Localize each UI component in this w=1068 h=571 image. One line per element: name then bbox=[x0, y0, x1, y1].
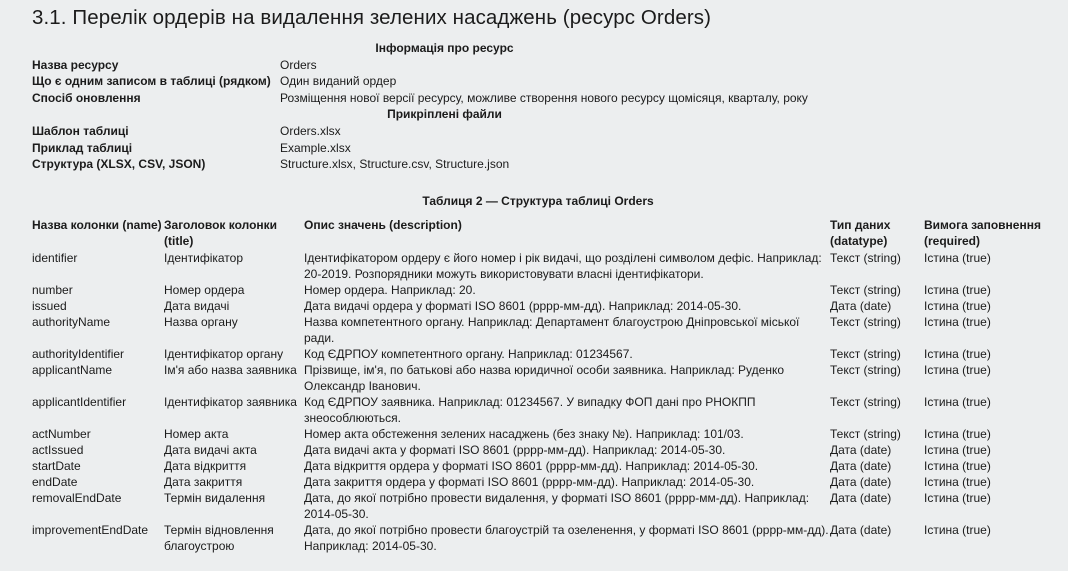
resource-info-section bbox=[32, 40, 1032, 173]
cell-title: Ім'я або назва заявника bbox=[164, 363, 297, 377]
info-key: Назва ресурсу bbox=[32, 57, 119, 72]
cell-title: Номер акта bbox=[164, 427, 229, 441]
cell-title: Ідентифікатор заявника bbox=[164, 395, 297, 409]
table-row bbox=[32, 458, 1048, 474]
table-row bbox=[32, 442, 1048, 458]
table-row bbox=[32, 250, 1048, 282]
cell-datatype: Дата (date) bbox=[830, 459, 892, 473]
cell-name: issued bbox=[32, 299, 67, 313]
table-row bbox=[32, 490, 1048, 522]
cell-description: Код ЄДРПОУ заявника. Наприклад: 01234567. У випадку ФОП дані про РНОКПП знеособлюються. bbox=[304, 395, 756, 425]
cell-description: Прізвище, ім'я, по батькові або назва юридичної особи заявника. Наприклад: Руденко Олександр Іванович. bbox=[304, 363, 785, 393]
resource-info-heading: Інформація про ресурс bbox=[375, 41, 514, 55]
cell-required: Істина (true) bbox=[924, 475, 991, 489]
cell-description: Номер ордера. Наприклад: 20. bbox=[304, 283, 476, 297]
cell-name: authorityName bbox=[32, 315, 111, 329]
info-row-record bbox=[32, 73, 1032, 90]
file-link-template[interactable]: Orders.xlsx bbox=[280, 123, 341, 138]
cell-description: Дата закриття ордера у форматі ISO 8601 (рррр-мм-дд). Наприклад: 2014-05-30. bbox=[304, 475, 755, 489]
cell-name: applicantIdentifier bbox=[32, 395, 127, 409]
table-row bbox=[32, 282, 1048, 298]
table-row bbox=[32, 394, 1048, 426]
cell-title: Дата відкриття bbox=[164, 459, 247, 473]
info-key: Шаблон таблиці bbox=[32, 123, 129, 138]
cell-required: Істина (true) bbox=[924, 299, 991, 313]
cell-name: endDate bbox=[32, 475, 78, 489]
cell-required: Істина (true) bbox=[924, 395, 991, 409]
cell-datatype: Текст (string) bbox=[830, 315, 901, 329]
cell-required: Істина (true) bbox=[924, 283, 991, 297]
cell-name: improvementEndDate bbox=[32, 523, 149, 537]
table-row bbox=[32, 298, 1048, 314]
info-value: Orders bbox=[280, 57, 317, 72]
cell-required: Істина (true) bbox=[924, 523, 991, 537]
cell-required: Істина (true) bbox=[924, 363, 991, 377]
cell-description: Дата видачі ордера у форматі ISO 8601 (рррр-мм-дд). Наприклад: 2014-05-30. bbox=[304, 299, 742, 313]
cell-description: Дата, до якої потрібно провести благоустрій та озеленення, у форматі ISO 8601 (рррр-мм-дд). Наприклад: 2014-05-30. bbox=[304, 523, 829, 553]
cell-description: Ідентифікатором ордеру є його номер і рік видачі, що розділені символом дефіс. Наприклад: 20-2019. Розпорядники можуть використовувати власні ідентифікатори. bbox=[304, 251, 822, 281]
cell-title: Дата видачі акта bbox=[164, 443, 257, 457]
page-title: 3.1. Перелік ордерів на видалення зелених насаджень (ресурс Orders) bbox=[32, 6, 712, 29]
cell-datatype: Текст (string) bbox=[830, 347, 901, 361]
info-row-structure bbox=[32, 156, 1032, 173]
cell-datatype: Дата (date) bbox=[830, 443, 892, 457]
table-row bbox=[32, 346, 1048, 362]
cell-datatype: Текст (string) bbox=[830, 395, 901, 409]
table-row bbox=[32, 522, 1048, 554]
header-title: Заголовок колонки (title) bbox=[164, 218, 278, 248]
cell-required: Істина (true) bbox=[924, 491, 991, 505]
cell-required: Істина (true) bbox=[924, 347, 991, 361]
cell-datatype: Текст (string) bbox=[830, 251, 901, 265]
table-caption: Таблиця 2 — Структура таблиці Orders bbox=[422, 194, 654, 208]
info-row-example bbox=[32, 140, 1032, 157]
cell-required: Істина (true) bbox=[924, 251, 991, 265]
info-key: Спосіб оновлення bbox=[32, 90, 141, 105]
cell-title: Ідентифікатор органу bbox=[164, 347, 284, 361]
cell-datatype: Дата (date) bbox=[830, 299, 892, 313]
cell-name: removalEndDate bbox=[32, 491, 122, 505]
file-link-example[interactable]: Example.xlsx bbox=[280, 140, 351, 155]
cell-title: Дата закриття bbox=[164, 475, 243, 489]
cell-required: Істина (true) bbox=[924, 315, 991, 329]
header-datatype: Тип даних (datatype) bbox=[830, 218, 891, 248]
header-required: Вимога заповнення (required) bbox=[924, 218, 1041, 248]
info-key: Приклад таблиці bbox=[32, 140, 133, 155]
cell-description: Дата, до якої потрібно провести видалення, у форматі ISO 8601 (рррр-мм-дд). Наприклад: 2014-05-30. bbox=[304, 491, 810, 521]
info-key: Структура (XLSX, CSV, JSON) bbox=[32, 157, 206, 172]
structure-table bbox=[32, 217, 1048, 554]
cell-description: Дата відкриття ордера у форматі ISO 8601 (рррр-мм-дд). Наприклад: 2014-05-30. bbox=[304, 459, 759, 473]
cell-datatype: Дата (date) bbox=[830, 475, 892, 489]
table-body bbox=[32, 250, 1048, 554]
table-row bbox=[32, 474, 1048, 490]
table-row bbox=[32, 314, 1048, 346]
cell-required: Істина (true) bbox=[924, 443, 991, 457]
cell-title: Термін видалення bbox=[164, 491, 266, 505]
table-header-row bbox=[32, 217, 1048, 250]
cell-description: Назва компетентного органу. Наприклад: Департамент благоустрою Дніпровської міської ради. bbox=[304, 315, 800, 345]
info-row-resource-name bbox=[32, 57, 1032, 74]
cell-title: Номер ордера bbox=[164, 283, 245, 297]
cell-required: Істина (true) bbox=[924, 427, 991, 441]
info-value: Один виданий ордер bbox=[280, 74, 397, 89]
cell-name: applicantName bbox=[32, 363, 113, 377]
cell-description: Дата видачі акта у форматі ISO 8601 (рррр-мм-дд). Наприклад: 2014-05-30. bbox=[304, 443, 726, 457]
cell-title: Ідентифікатор bbox=[164, 251, 244, 265]
info-key: Що є одним записом в таблиці (рядком) bbox=[32, 74, 271, 89]
table-row bbox=[32, 362, 1048, 394]
cell-name: authorityIdentifier bbox=[32, 347, 125, 361]
cell-datatype: Текст (string) bbox=[830, 283, 901, 297]
cell-required: Істина (true) bbox=[924, 459, 991, 473]
header-description: Опис значень (description) bbox=[304, 218, 462, 232]
cell-datatype: Дата (date) bbox=[830, 523, 892, 537]
cell-datatype: Текст (string) bbox=[830, 363, 901, 377]
cell-name: startDate bbox=[32, 459, 81, 473]
cell-name: identifier bbox=[32, 251, 78, 265]
cell-name: actIssued bbox=[32, 443, 84, 457]
cell-datatype: Текст (string) bbox=[830, 427, 901, 441]
cell-description: Код ЄДРПОУ компетентного органу. Наприклад: 01234567. bbox=[304, 347, 633, 361]
info-row-template bbox=[32, 123, 1032, 140]
attached-files-heading: Прикріплені файли bbox=[387, 107, 502, 122]
cell-name: actNumber bbox=[32, 427, 91, 441]
table-row bbox=[32, 426, 1048, 442]
cell-title: Дата видачі bbox=[164, 299, 230, 313]
cell-name: number bbox=[32, 283, 73, 297]
cell-description: Номер акта обстеження зелених насаджень (без знаку №). Наприклад: 101/03. bbox=[304, 427, 744, 441]
info-row-update-method bbox=[32, 90, 1032, 107]
header-name: Назва колонки (name) bbox=[32, 218, 162, 232]
info-value: Розміщення нової версії ресурсу, можливе створення нового ресурсу щомісяця, кварталу, року bbox=[280, 90, 808, 105]
cell-title: Термін відновлення благоустрою bbox=[164, 523, 274, 553]
cell-title: Назва органу bbox=[164, 315, 238, 329]
cell-datatype: Дата (date) bbox=[830, 491, 892, 505]
file-link-structure[interactable]: Structure.xlsx, Structure.csv, Structure.json bbox=[280, 157, 510, 172]
